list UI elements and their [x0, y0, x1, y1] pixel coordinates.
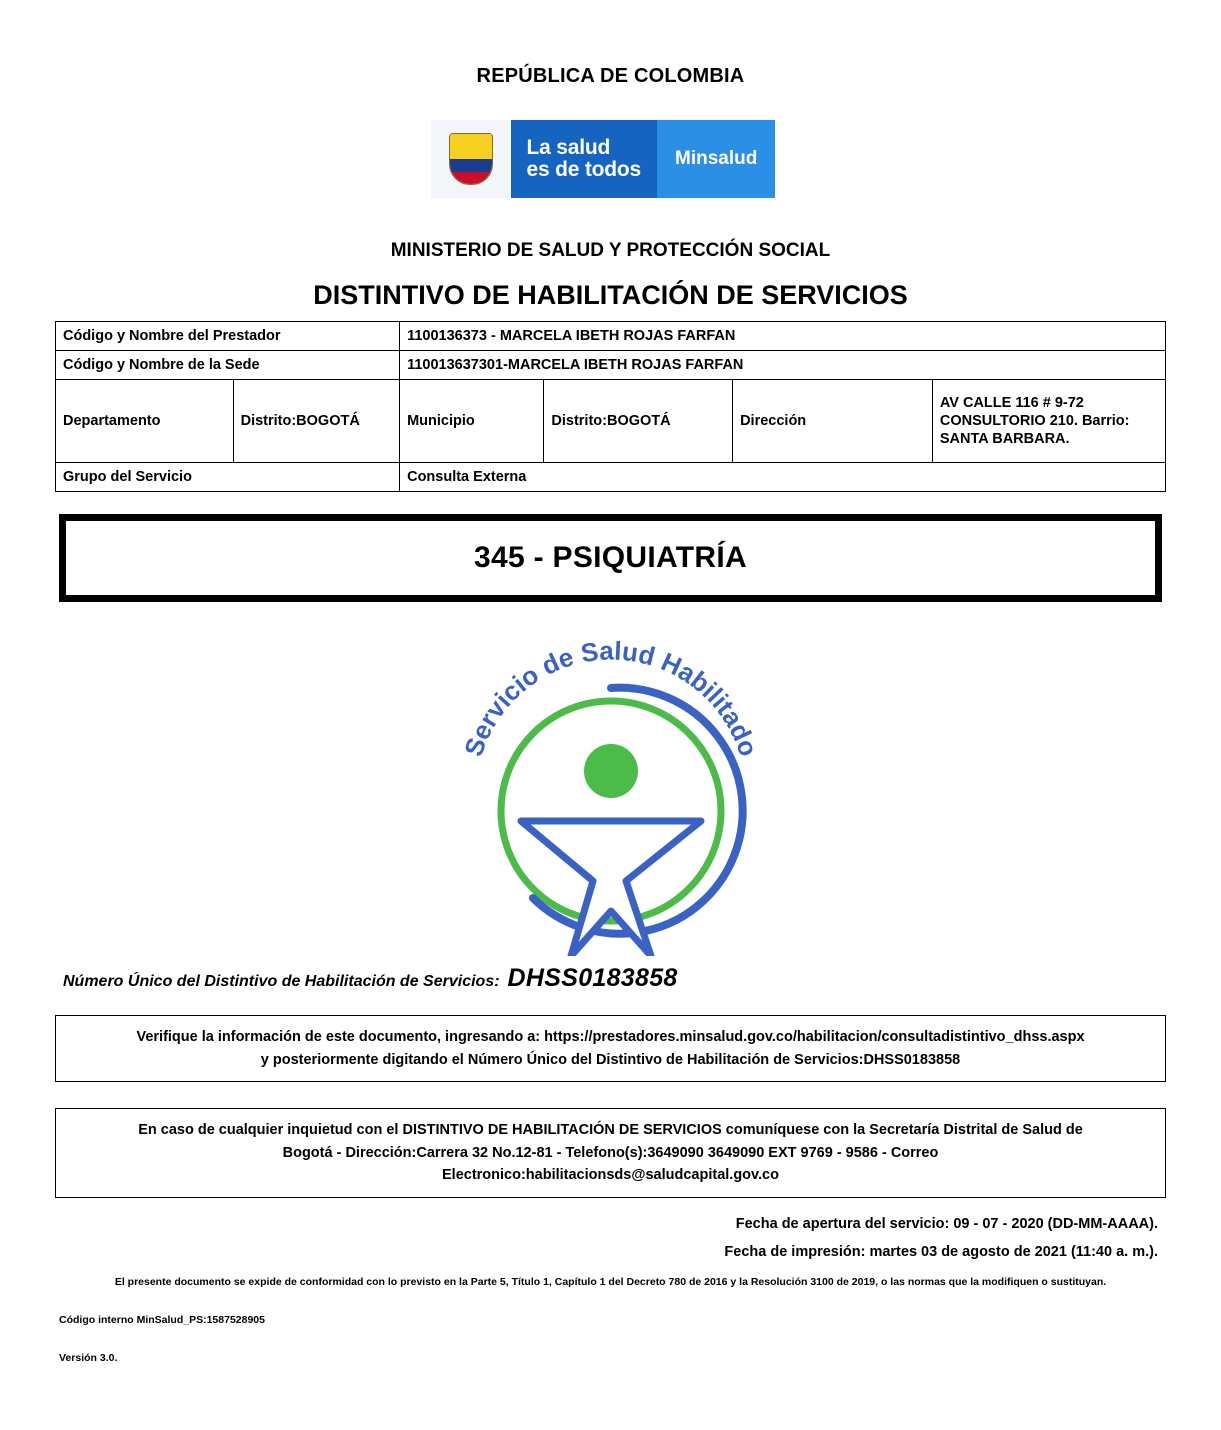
document-title: DISTINTIVO DE HABILITACIÓN DE SERVICIOS	[313, 280, 908, 310]
minsalud-logo	[55, 120, 1166, 198]
departamento-label: Departamento	[56, 380, 234, 463]
version-label: Versión 3.0.	[59, 1351, 118, 1364]
legal-note: El presente documento se expide de conformidad con lo previsto en la Parte 5, Título 1, Capítulo 1 del Decreto 780 de 2016 y la Resolución 3100 de 2019, o las normas que la modifiquen o sustituyan.	[114, 1275, 1107, 1288]
table-row	[56, 380, 1166, 463]
grupo-servicio-label: Grupo del Servicio	[56, 463, 400, 492]
departamento-value: Distrito:BOGOTÁ	[233, 380, 400, 463]
verify-line-1: Verifique la información de este documento, ingresando a: https://prestadores.minsalud.gov.co/habilitacion/consultadistintivo_dhss.aspx	[136, 1029, 1085, 1046]
grupo-servicio-value: Consulta Externa	[400, 463, 1166, 492]
site-code-label: Código y Nombre de la Sede	[56, 351, 400, 380]
codigo-interno: Código interno MinSalud_PS:1587528905	[59, 1313, 265, 1326]
fecha-impresion: Fecha de impresión: martes 03 de agosto de 2021 (11:40 a. m.).	[724, 1243, 1158, 1260]
unique-number-value: DHSS0183858	[507, 964, 678, 993]
logo-slogan-line2: es de todos	[526, 158, 641, 181]
provider-code-value: 1100136373 - MARCELA IBETH ROJAS FARFAN	[400, 322, 1166, 351]
logo-slogan	[511, 120, 658, 198]
contact-line-2: Bogotá - Dirección:Carrera 32 No.12-81 - Telefono(s):3649090 3649090 EXT 9769 - 9586 - Correo	[282, 1144, 939, 1161]
service-banner-text: 345 - PSIQUIATRÍA	[474, 541, 747, 575]
fecha-apertura: Fecha de apertura del servicio: 09 - 07 - 2020 (DD-MM-AAAA).	[735, 1215, 1158, 1232]
seal-icon	[441, 626, 781, 956]
country-title: REPÚBLICA DE COLOMBIA	[476, 65, 745, 87]
dates-block	[55, 1216, 1166, 1260]
contact-line-3: Electronico:habilitacionsds@saludcapital.gov.co	[442, 1167, 779, 1184]
municipio-label: Municipio	[400, 380, 544, 463]
verify-box	[55, 1015, 1166, 1082]
table-row	[56, 351, 1166, 380]
direccion-label: Dirección	[733, 380, 933, 463]
contact-line-1: En caso de cualquier inquietud con el DISTINTIVO DE HABILITACIÓN DE SERVICIOS comuníquese con la Secretaría Distrital de Salud de	[138, 1122, 1083, 1139]
svg-text:Servicio de Salud Habilitado: Servicio de Salud Habilitado	[457, 635, 764, 761]
provider-code-label: Código y Nombre del Prestador	[56, 322, 400, 351]
table-row	[56, 322, 1166, 351]
provider-info-table	[55, 321, 1166, 492]
habilitado-seal	[55, 626, 1166, 956]
verify-line-2: y posteriormente digitando el Número Único del Distintivo de Habilitación de Servicios:DHSS0183858	[260, 1051, 961, 1068]
ministry-title: MINISTERIO DE SALUD Y PROTECCIÓN SOCIAL	[390, 240, 831, 261]
service-banner	[59, 514, 1162, 602]
site-code-value: 110013637301-MARCELA IBETH ROJAS FARFAN	[400, 351, 1166, 380]
unique-number-label: Número Único del Distintivo de Habilitación de Servicios:	[63, 973, 500, 991]
direccion-value: AV CALLE 116 # 9-72 CONSULTORIO 210. Barrio: SANTA BARBARA.	[932, 380, 1165, 463]
contact-box	[55, 1108, 1166, 1197]
colombia-shield-icon	[431, 120, 511, 198]
table-row	[56, 463, 1166, 492]
logo-slogan-line1: La salud	[526, 135, 611, 159]
logo-brand: Minsalud	[657, 120, 775, 198]
municipio-value: Distrito:BOGOTÁ	[544, 380, 733, 463]
unique-number	[55, 964, 1166, 993]
